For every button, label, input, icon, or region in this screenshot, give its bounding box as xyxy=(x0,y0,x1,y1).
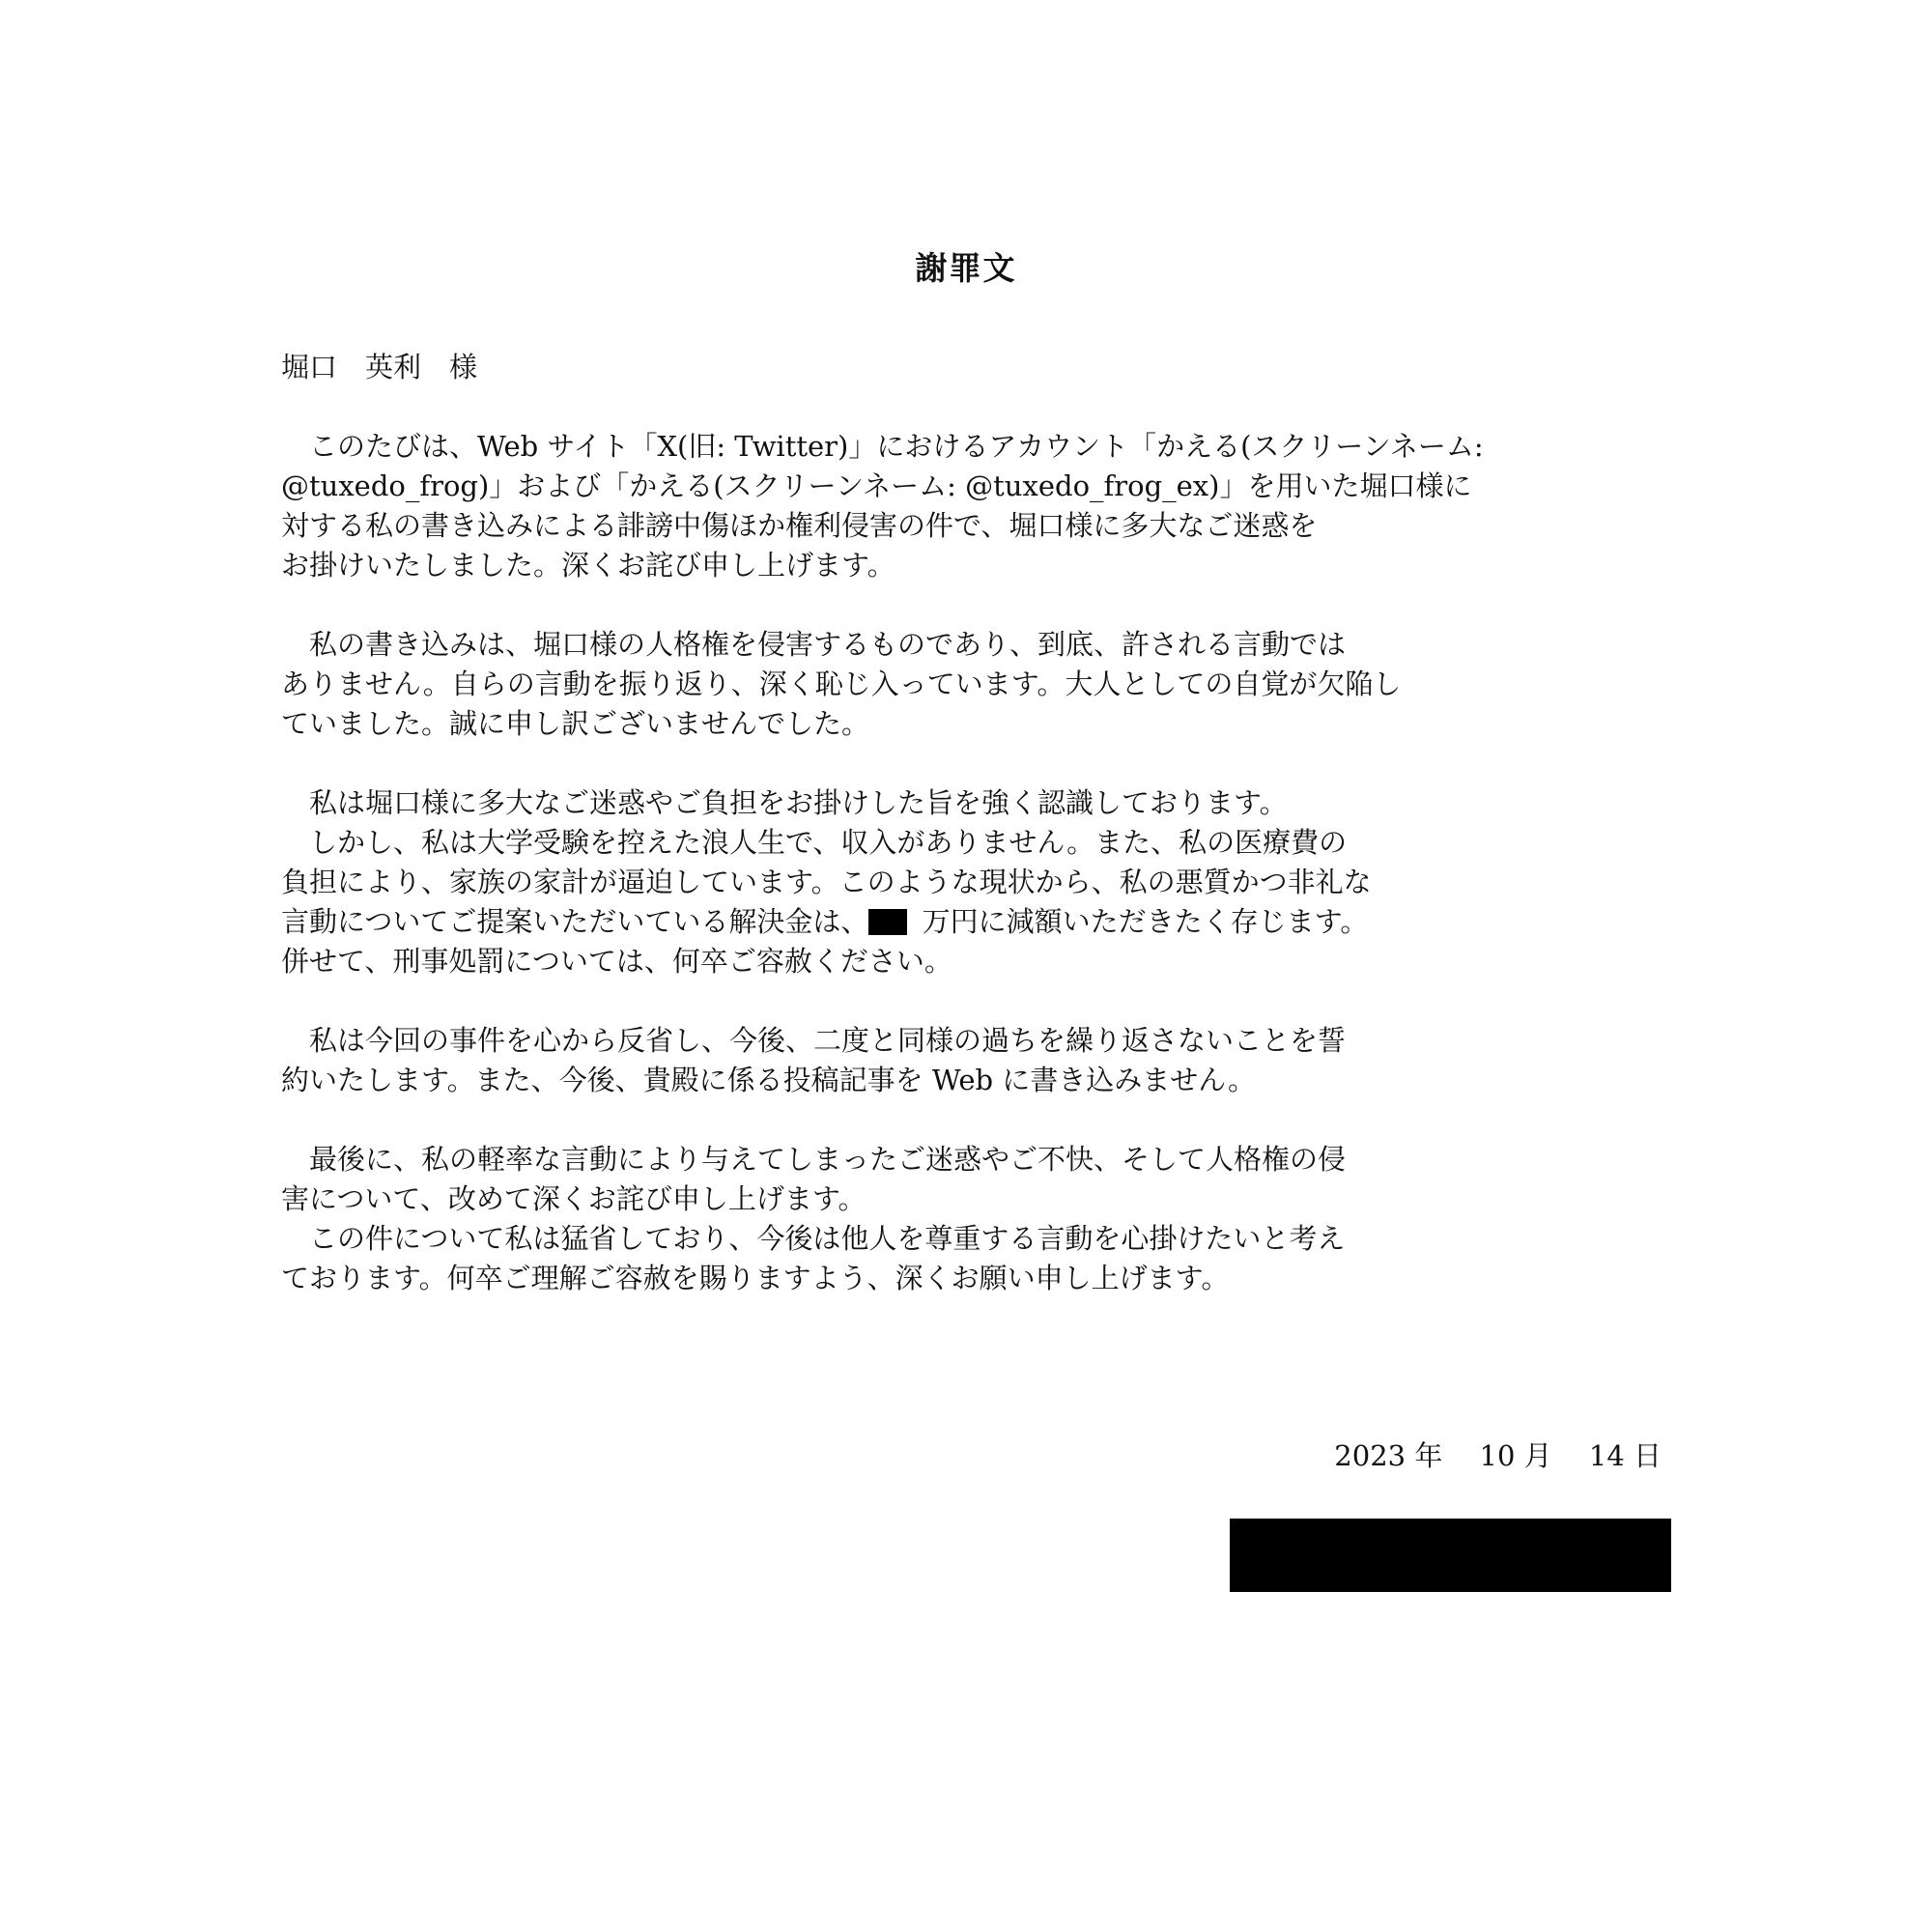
text-line: お掛けいたしました。深くお詫び申し上げます。 xyxy=(281,549,895,582)
text-line: 併せて、刑事処罰については、何卒ご容赦ください。 xyxy=(281,945,952,978)
paragraph-2 xyxy=(281,625,1670,744)
text-line: 私は堀口様に多大なご迷惑やご負担をお掛けした旨を強く認識しております。 xyxy=(281,786,1288,819)
settlement-text-after: 万円に減額いただきたく存じます。 xyxy=(913,905,1369,938)
paragraph-gap xyxy=(281,585,1670,625)
letter-body xyxy=(281,348,1670,1298)
redacted-signature xyxy=(1230,1519,1671,1592)
text-line: ていました。誠に申し訳ございませんでした。 xyxy=(281,707,870,740)
addressee: 堀口 英利 様 xyxy=(281,351,478,384)
text-line: @tuxedo_frog)」および「かえる(スクリーンネーム: @tuxedo_frog_ex)」を用いた堀口様に xyxy=(281,469,1472,502)
text-line: 対する私の書き込みによる誹謗中傷ほか権利侵害の件で、堀口様に多大なご迷惑を xyxy=(281,509,1318,542)
paragraph-gap xyxy=(281,981,1670,1021)
text-line: 私は今回の事件を心から反省し、今後、二度と同様の過ちを繰り返さないことを誓 xyxy=(281,1024,1347,1057)
text-line: このたびは、Web サイト「X(旧: Twitter)」におけるアカウント「かえる(スクリーンネーム: xyxy=(281,430,1484,463)
text-line: しかし、私は大学受験を控えた浪人生で、収入がありません。また、私の医療費の xyxy=(281,826,1348,859)
text-line: 私の書き込みは、堀口様の人格権を侵害するものであり、到底、許される言動では xyxy=(281,628,1347,661)
text-line: この件について私は猛省しており、今後は他人を尊重する言動を心掛けたいと考え xyxy=(281,1222,1346,1255)
text-line: 最後に、私の軽率な言動により与えてしまったご迷惑やご不快、そして人格権の侵 xyxy=(281,1143,1347,1176)
paragraph-gap xyxy=(281,1100,1670,1140)
redacted-amount xyxy=(868,909,907,935)
text-line: 約いたします。また、今後、貴殿に係る投稿記事を Web に書き込みません。 xyxy=(281,1064,1257,1096)
paragraph-5 xyxy=(281,1140,1670,1298)
text-line: 負担により、家族の家計が逼迫しています。このような現状から、私の悪質かつ非礼な xyxy=(281,866,1372,898)
text-line: ております。何卒ご理解ご容赦を賜りますよう、深くお願い申し上げます。 xyxy=(281,1262,1230,1294)
settlement-text-before: 言動についてご提案いただいている解決金は、 xyxy=(281,905,869,938)
paragraph-1 xyxy=(281,427,1670,585)
text-line: ありません。自らの言動を振り返り、深く恥じ入っています。大人としての自覚が欠陥し xyxy=(281,668,1402,700)
paragraph-3 xyxy=(281,783,1670,981)
settlement-line xyxy=(281,902,1670,942)
letter-date: 2023 年 10 月 14 日 xyxy=(1334,1439,1662,1472)
paragraph-4 xyxy=(281,1021,1670,1100)
text-line: 害について、改めて深くお詫び申し上げます。 xyxy=(281,1182,867,1215)
document-title: 謝罪文 xyxy=(915,249,1017,287)
paragraph-gap xyxy=(281,744,1670,783)
